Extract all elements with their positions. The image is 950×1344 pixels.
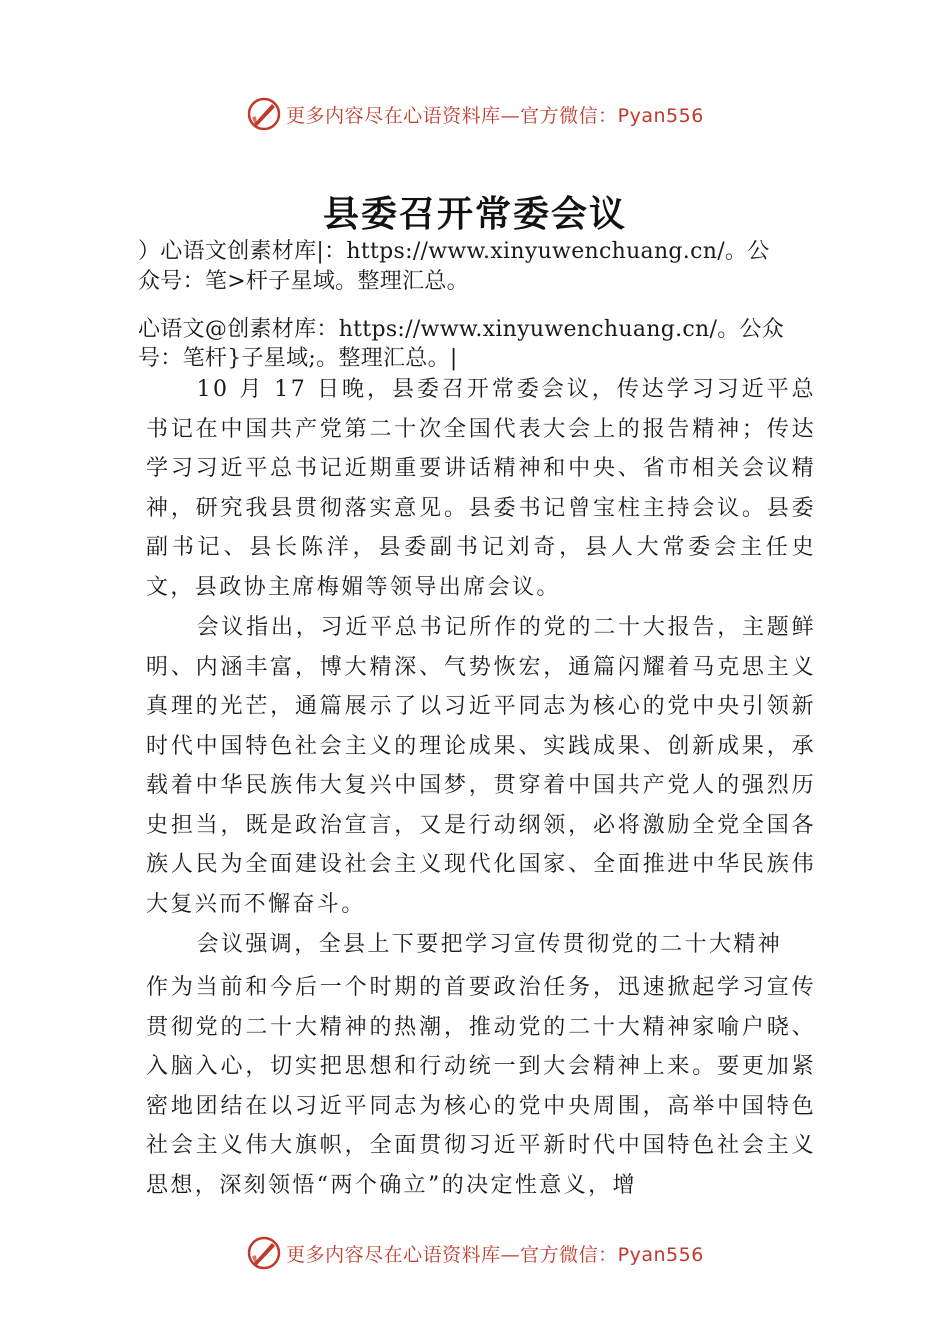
header-banner (0, 94, 950, 134)
paragraph-2: 会议指出，习近平总书记所作的党的二十大报告，主题鲜明、内涵丰富，博大精深、气势恢宏，通篇闪耀着马克思主义真理的光芒，通篇展示了以习近平同志为核心的党中央引领新时代中国特色社会主义的理论成果、实践成果、创新成果，承载着中华民族伟大复兴中国梦，贯穿着中国共产党人的强烈历史担当，既是政治宣言，又是行动纲领，必将激励全党全国各族人民为全面建设社会主义现代化国家、全面推进中华民族伟大复兴而不懈奋斗。 (146, 615, 816, 917)
paragraph-1: 10 月 17 日晚，县委召开常委会议，传达学习习近平总书记在中国共产党第二十次全国代表大会上的报告精神；传达学习习近平总书记近期重要讲话精神和中央、省市相关会议精神，研究我县贯彻落实意见。县委书记曾宝柱主持会议。县委副书记、县长陈洋，县委副书记刘奇，县人大常委会主任史文，县政协主席梅媚等领导出席会议。 (146, 377, 816, 600)
header-banner-tail: 官方微信：Pyan556 (520, 104, 704, 127)
paragraph-3-continued: 作为当前和今后一个时期的首要政治任务，迅速掀起学习宣传贯彻党的二十大精神的热潮，推动党的二十大精神家喻户晓、入脑入心，切实把思想和行动统一到大会精神上来。要更加紧密地团结在以习近平同志为核心的党中央周围，高举中国特色社会主义伟大旗帜，全面贯彻习近平新时代中国特色社会主义思想，深刻领悟“两个确立”的决定性意义，增 (146, 975, 816, 1198)
footer-banner-text: 更多内容尽在心语资料库— (286, 1243, 521, 1266)
paragraph-3-first-line: 会议强调，全县上下要把学习宣传贯彻党的二十大精神 (196, 932, 783, 957)
source-line-3: 心语文@创素材库：https://www.xinyuwenchuang.cn/。公众 (138, 317, 785, 342)
source-line-2: 众号：笔>杆子星域。整理汇总。 (138, 269, 469, 294)
source-line-4: 号：笔杆}子星域;。整理汇总。| (138, 346, 458, 371)
source-line-1: ）心语文创素材库|：https://www.xinyuwenchuang.cn/。公 (138, 239, 770, 264)
quill-logo-icon (246, 1235, 282, 1271)
footer-banner-tail: 官方微信：Pyan556 (520, 1243, 704, 1266)
header-banner-text: 更多内容尽在心语资料库— (286, 104, 521, 127)
document-title: 县委召开常委会议 (322, 193, 627, 235)
footer-banner (0, 1233, 950, 1273)
quill-logo-icon (246, 96, 282, 132)
